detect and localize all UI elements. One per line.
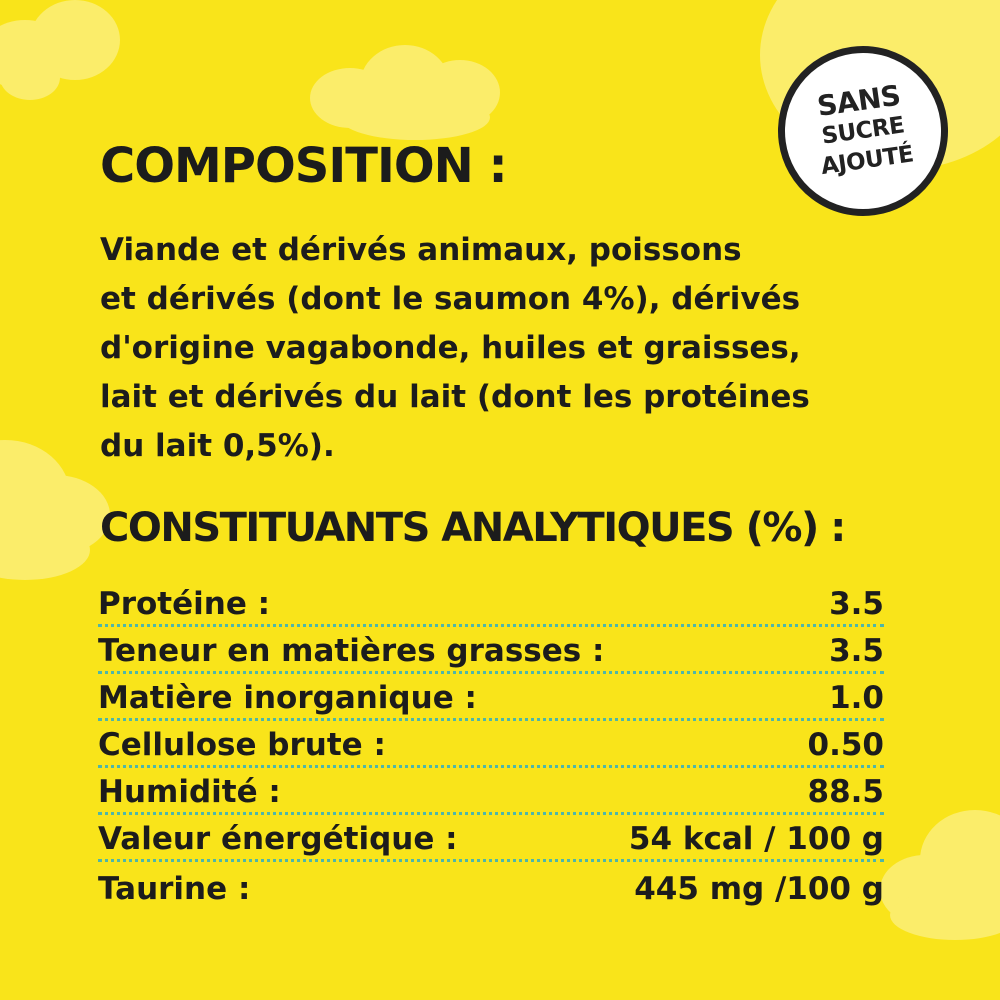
analytics-label: Teneur en matières grasses : bbox=[98, 633, 605, 669]
analytics-label: Valeur énergétique : bbox=[98, 821, 458, 857]
badge-line-3: AJOUTÉ bbox=[819, 141, 916, 181]
badge-line-2: SUCRE bbox=[820, 112, 906, 150]
analytics-row-fiber bbox=[98, 721, 884, 768]
analytics-label: Matière inorganique : bbox=[98, 680, 477, 716]
analytics-row-moisture bbox=[98, 768, 884, 815]
analytics-value: 88.5 bbox=[807, 774, 884, 810]
analytics-row-protein bbox=[98, 580, 884, 627]
analytics-value: 54 kcal / 100 g bbox=[628, 821, 884, 857]
analytics-value: 0.50 bbox=[807, 727, 884, 763]
analytics-list bbox=[98, 580, 884, 909]
analytics-row-taurine bbox=[98, 862, 884, 909]
analytics-title: CONSTITUANTS ANALYTIQUES (%) : bbox=[100, 505, 845, 551]
analytics-label: Protéine : bbox=[98, 586, 271, 622]
analytics-label: Cellulose brute : bbox=[98, 727, 386, 763]
analytics-value: 445 mg /100 g bbox=[634, 871, 884, 907]
analytics-row-fat bbox=[98, 627, 884, 674]
composition-text: Viande et dérivés animaux, poissons et dérivés (dont le saumon 4%), dérivés d'origine vagabonde, huiles et graisses, lait et dérivés du lait (dont les protéines du lait 0,5%). bbox=[100, 232, 810, 464]
analytics-value: 3.5 bbox=[829, 633, 884, 669]
badge-line-1: SANS bbox=[815, 78, 903, 123]
analytics-value: 1.0 bbox=[829, 680, 884, 716]
analytics-label: Humidité : bbox=[98, 774, 281, 810]
analytics-row-inorganic bbox=[98, 674, 884, 721]
analytics-row-energy bbox=[98, 815, 884, 862]
analytics-label: Taurine : bbox=[98, 871, 251, 907]
analytics-value: 3.5 bbox=[829, 586, 884, 622]
composition-title: COMPOSITION : bbox=[100, 138, 507, 194]
